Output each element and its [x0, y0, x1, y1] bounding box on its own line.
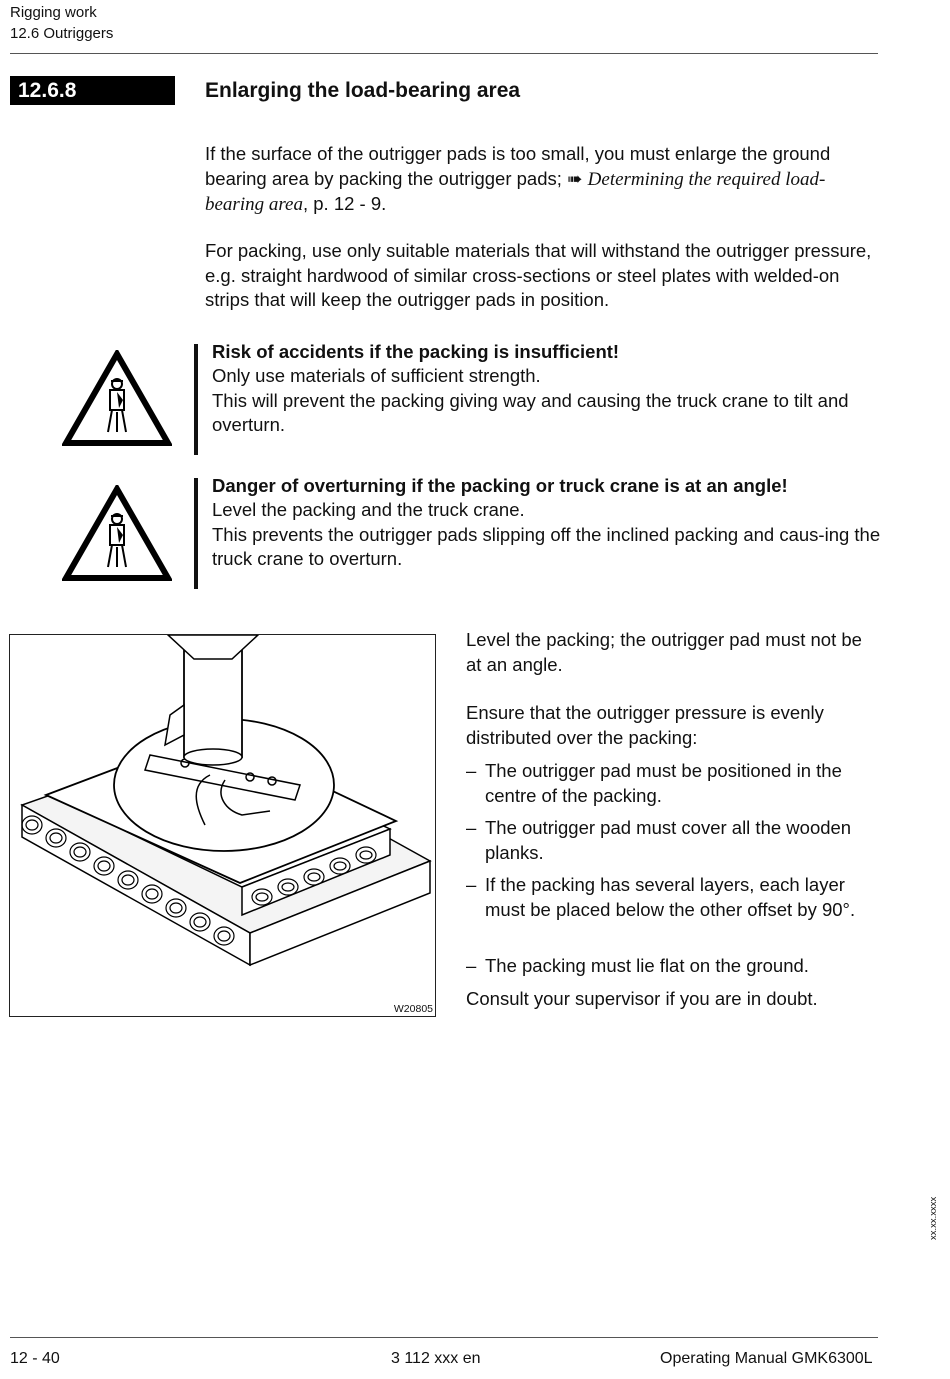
list-item-text: The packing must lie flat on the ground.: [485, 955, 809, 976]
warning-bar: [194, 344, 198, 455]
cross-reference-link[interactable]: Determining the required load-bearing area: [205, 168, 826, 215]
header-chapter: Rigging work: [10, 4, 97, 21]
header-rule: [10, 53, 878, 54]
list-item-text: If the packing has several layers, each layer must be placed below the other offset by 90°.: [485, 874, 856, 920]
warning-title: Danger of overturning if the packing or truck crane is at an angle!: [212, 475, 788, 496]
list-dash: –: [466, 760, 477, 781]
list-dash: –: [466, 955, 477, 976]
running-header: [10, 2, 113, 44]
warning-consequence: This prevents the outrigger pads slipping off the inclined packing and caus-ing the truck crane to overturn.: [212, 523, 881, 569]
list-dash: –: [466, 817, 477, 838]
figure-code: W20805: [393, 1003, 433, 1015]
list-item: [466, 873, 856, 922]
warning-bar: [194, 478, 198, 589]
side-revision-code: xx.xx.xxxx: [928, 1196, 939, 1240]
section-number: 12.6.8: [10, 76, 175, 105]
intro-paragraph-2: For packing, use only suitable materials that will withstand the outrigger pressure, e.g. straight hardwood of similar cross-sections or steel plates with welded-on strips that will keep the outrigger pads in position.: [205, 240, 872, 310]
intro-paragraph-1: If the surface of the outrigger pads is too small, you must enlarge the ground bearing area by packing the outrigger pads; ➠ Determining the required load-bearing area, p. 12 - 9.: [205, 143, 831, 215]
list-dash: –: [466, 874, 477, 895]
outrigger-pad-on-packing-illustration: [10, 635, 436, 1017]
list-item: [466, 759, 881, 808]
cross-reference-arrow-icon: ➠: [567, 167, 583, 189]
warning-consequence: This will prevent the packing giving way and causing the truck crane to tilt and overturn.: [212, 389, 849, 435]
footer-page-number: 12 - 40: [10, 1350, 60, 1367]
footer-rule: [10, 1337, 878, 1338]
section-title: Enlarging the load-bearing area: [205, 79, 521, 102]
warning-instruction: Level the packing and the truck crane.: [212, 499, 525, 521]
instruction-consult-supervisor: Consult your supervisor if you are in doubt.: [466, 988, 818, 1009]
warning-instruction: Only use materials of sufficient strength.: [212, 365, 541, 387]
footer-document-number: 3 112 xxx en: [391, 1350, 481, 1367]
footer-manual-title: Operating Manual GMK6300L: [660, 1350, 873, 1367]
warning-block-1: [212, 340, 887, 437]
outrigger-packing-figure: [9, 634, 436, 1017]
warning-person-icon: [62, 350, 172, 446]
list-item: [466, 954, 881, 979]
header-section: 12.6 Outriggers: [10, 25, 114, 42]
warning-person-icon: [62, 485, 172, 581]
list-item: [466, 816, 881, 865]
instruction-pressure: Ensure that the outrigger pressure is evenly distributed over the packing:: [466, 702, 824, 748]
warning-title: Risk of accidents if the packing is insufficient!: [212, 341, 620, 362]
warning-block-2: [212, 474, 887, 571]
instruction-level-packing: Level the packing; the outrigger pad must not be at an angle.: [466, 629, 862, 675]
list-item-text: The outrigger pad must cover all the wooden planks.: [485, 817, 852, 863]
list-item-text: The outrigger pad must be positioned in the centre of the packing.: [485, 760, 842, 806]
